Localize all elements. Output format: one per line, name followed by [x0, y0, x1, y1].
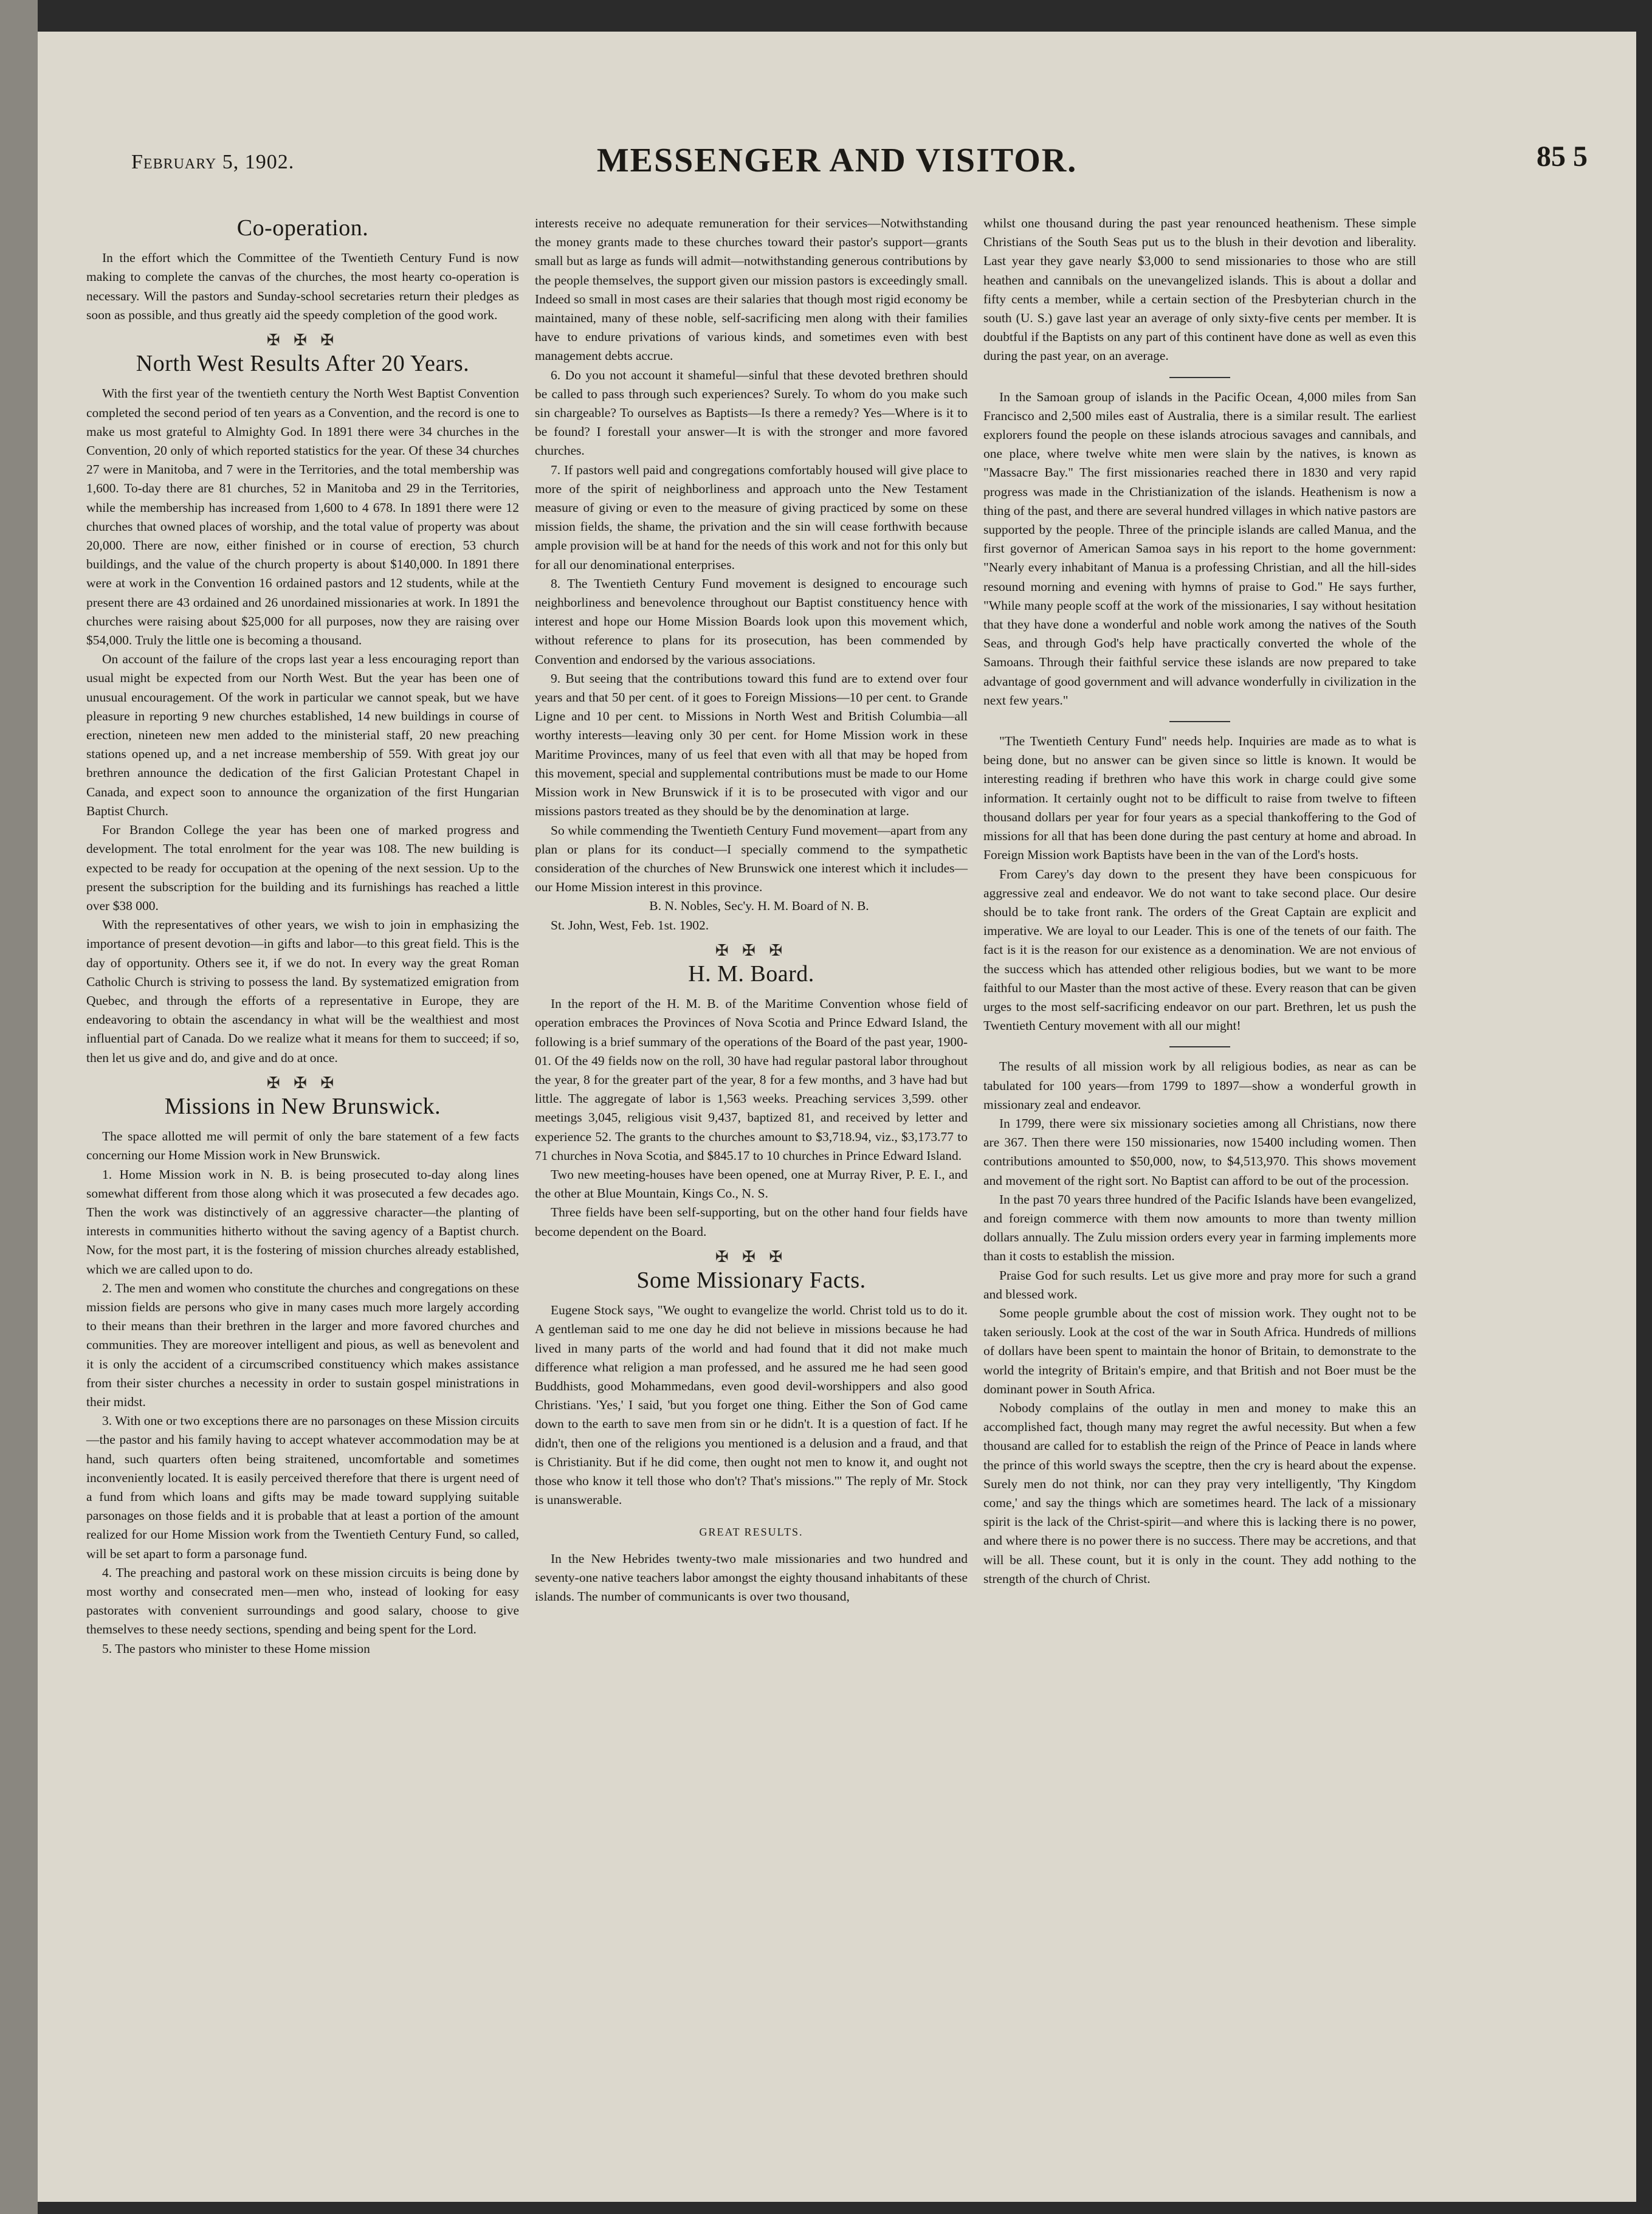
facts-paragraph-2: In the New Hebrides twenty-two male missionaries and two hundred and seventy-one native teachers labor amongst the eighty thousand inhabitants of these islands. The number of communicants is over two thousand, — [535, 1551, 968, 1604]
column-2 — [535, 214, 968, 1606]
northwest-paragraph-3: For Brandon College the year has been one of marked progress and development. The total enrolment for the year was 108. The new building is expected to be ready for occupation at the opening of the next session. Up to the present the subscription for the building and its furnishings has reached a little over $38 000. — [86, 822, 519, 913]
section-ornament: ✠ ✠ ✠ — [266, 1074, 339, 1092]
nb-paragraph-intro: The space allotted me will permit of only the bare statement of a few facts concerning our Home Mission work in New Brunswick. — [86, 1129, 519, 1163]
northwest-paragraph-1: With the first year of the twentieth century the North West Baptist Convention completed the second period of ten years as a Convention, and the record is one to make us most grateful to Almighty God. In 1891 there were 34 churches in the Convention, 20 only of which reported statistics for the year. Of these 34 churches 27 were in Manitoba, and 7 were in the Territories, and the total membership was 1,600. To-day there are 81 churches, 52 in Manitoba and 29 in the Territories, while the membership has increased from 1,600 to 4 678. In 1891 there were 12 churches that owned places of worship, and the total value of property was about 20,000. There are now, either finished or in course of erection, 53 church buildings, and the value of the church property is about $140,000. In 1891 there were at work in the Convention 16 ordained pastors and 12 students, while at the present there are 43 ordained and 26 unordained missionaries at work. In 1891 the churches were raising about $25,000 for all purposes, now they are raising over $54,000. Truly the little one is becoming a thousand. — [86, 386, 519, 648]
section-ornament: ✠ ✠ ✠ — [715, 1247, 788, 1266]
nb-paragraph-9: 9. But seeing that the contributions toward this fund are to extend over four years and that 50 per cent. of it goes to Foreign Missions—10 per cent. to Grande Ligne and 10 per cent. to Missions in North West and British Columbia—all worthy interests—leaving only 30 per cent. for Home Mission work in these Maritime Provinces, many of us feel that even with all that may be hoped from this movement, special and supplemental contributions must be made to our Home Mission work in New Brunswick if it is to be prosecuted with vigor and our missions pastors treated as they should be by the denomination at large. — [535, 671, 968, 819]
nb-dateline: St. John, West, Feb. 1st. 1902. — [551, 917, 709, 933]
header-page-number: 85 5 — [1537, 140, 1588, 173]
results-paragraph-5: Some people grumble about the cost of mission work. They ought not to be taken seriously. Look at the cost of the war in South Africa. Hundreds of millions of dollars have been spent to maintain the honor of Britain, to demonstrate to the world the integrity of Britain's empire, and that British and not Boer must be the dominant power in South Africa. — [983, 1305, 1416, 1396]
results-paragraph-3: In the past 70 years three hundred of the Pacific Islands have been evangelized, and foreign commerce with them now amounts to more than twenty million dollars annually. The Zulu mission orders every year in farming implements more than it costs to establish the mission. — [983, 1191, 1416, 1264]
hmb-paragraph-3: Three fields have been self-supporting, but on the other hand four fields have become dependent on the Board. — [535, 1205, 968, 1239]
nb-paragraph-3: 3. With one or two exceptions there are no parsonages on these Mission circuits—the pastor and his family having to accept whatever accommodation may be at hand, such quarters often being straitened, uncomfortable and sometimes inconveniently located. It is easily perceived therefore that there is urgent need of a fund from which loans and gifts may be made toward supplying suitable parsonages on those fields and it is probable that at least a portion of the amount realized for our Home Mission work from the Twentieth Century Fund, so called, will be set apart to form a parsonage fund. — [86, 1413, 519, 1561]
results-paragraph-2: In 1799, there were six missionary societies among all Christians, now there are 367. Then there were 150 missionaries, now 15400 including women. Then contributions amounted to $50,000, now, to $4,513,970. This shows movement and movement of the right sort. No Baptist can afford to be out of the procession. — [983, 1116, 1416, 1188]
nb-paragraph-6: 6. Do you not account it shameful—sinful that these devoted brethren should be called to pass through such experiences? Surely. To whom do you make such sin chargeable? To ourselves as Baptists—Is there a remedy? Yes—Where is it to be found? I forestall your answer—It is with the stronger and more favored churches. — [535, 367, 968, 458]
nb-paragraph-7: 7. If pastors well paid and congregations comfortably housed will give place to more of the spirit of neighborliness and approach unto the New Testament measure of giving or even to the measure of giving practiced by some on these mission fields, the shame, the privation and the sin will cease forthwith because ample provision will be at hand for the needs of this work and not for this only but for all our denominational enterprises. — [535, 462, 968, 572]
newspaper-page — [38, 32, 1636, 2202]
facts-paragraph-1: Eugene Stock says, "We ought to evangelize the world. Christ told us to do it. A gentleman said to me one day he did not believe in missions because he had lived in many parts of the world and had found that it did not make much difference what religion a man professed, and he assured me he had seen good Buddhists, good Mohammedans, even good devil-worshippers and also good Christians. 'Yes,' I said, 'but you forget one thing. Either the Son of God came down to the earth to save men from sin or he didn't. It is a question of fact. If he didn't, then one of the religions you mentioned is a delusion and a fraud, and that is Christianity. But if he did come, then ought not men to know it, and ought not those who know it tell those who don't? That's missions.'" The reply of Mr. Stock is unanswerable. — [535, 1303, 968, 1508]
facts-continued-paragraph: whilst one thousand during the past year renounced heathenism. These simple Christians of the South Seas put us to the blush in their devotion and liberality. Last year they gave nearly $3,000 to send missionaries to those who are still heathen and cannibals on the unevangelized islands. This is about a dollar and fifty cents a member, while a certain section of the Presbyterian church in the south (U. S.) gave last year an average of only sixty-five cents per member. It is doubtful if the Baptists on any part of this continent have done as well as even this during the past year, on an average. — [983, 216, 1416, 364]
results-paragraph-1: The results of all mission work by all religious bodies, as near as can be tabulated for 100 years—from 1799 to 1897—show a wonderful growth in missionary zeal and endeavor. — [983, 1059, 1416, 1112]
section-ornament: ✠ ✠ ✠ — [715, 941, 788, 959]
results-paragraph-4: Praise God for such results. Let us give more and pray more for such a grand and blessed work. — [983, 1267, 1416, 1302]
nb-paragraph-5: 5. The pastors who minister to these Home mission — [102, 1641, 370, 1656]
missionary-facts-heading: Some Missionary Facts. — [636, 1267, 866, 1293]
nb-signature: B. N. Nobles, Sec'y. H. M. Board of N. B. — [649, 898, 869, 914]
section-divider — [1169, 721, 1230, 722]
nb-paragraph-1: 1. Home Mission work in N. B. is being prosecuted to-day along lines somewhat different from those along which it was prosecuted a few decades ago. Then the work was distinctively of an aggressive character—the planting of interests in communities hitherto without the saving agency of a Baptist church. Now, for the most part, it is the fostering of mission churches already established, which we are called upon to do. — [86, 1167, 519, 1277]
results-paragraph-6: Nobody complains of the outlay in men and money to make this an accomplished fact, though many may regret the awful necessity. But when a few thousand are called for to establish the reign of the Prince of Peace in lands where the prince of this world sways the sceptre, then the cry is heard about the expense. Surely men do not think, nor can they pray very intelligently, 'Thy Kingdom come,' and say the things which are sometimes heard. The lack of a missionary spirit is the lack of the Christ-spirit—and where this is lacking there is no power, and where there is no power there is no success. There may be accretions, and that will be all. These count, but it is only in the count. They add nothing to the strength of the church of Christ. — [983, 1400, 1416, 1586]
nb-paragraph-2: 2. The men and women who constitute the churches and congregations on these mission fields are persons who give in many cases much more largely according to their means than their brethren in the larger and more favored churches and communities. They are moreover intelligent and pious, as well as benevolent and it is only the accident of a circumscribed constituency which makes assistance from their sister churches a necessity in order to sustain gospel ministrations in their midst. — [86, 1280, 519, 1409]
nb-paragraph-4: 4. The preaching and pastoral work on these mission circuits is being done by most worthy and consecrated men—men who, instead of looking for easy pastorates with convenient surroundings and good salary, choose to give themselves to these needy sections, spending and being spent for the Lord. — [86, 1565, 519, 1637]
hm-board-heading: H. M. Board. — [688, 960, 814, 987]
column-3 — [983, 214, 1416, 1588]
hmb-paragraph-2: Two new meeting-houses have been opened, one at Murray River, P. E. I., and the other at Blue Mountain, Kings Co., N. S. — [535, 1167, 968, 1201]
tcf-paragraph-1: "The Twentieth Century Fund" needs help. Inquiries are made as to what is being done, but no answer can be given since so little is known. It would be interesting reading if brethren who have this work in charge could give some information. It certainly ought not to be difficult to raise from twelve to fifteen thousand dollars per year for four years as a special thankoffering to the God of missions for all that has been done during the past century at home and abroad. In Foreign Mission work Baptists have been in the van of the Lord's hosts. — [983, 734, 1416, 863]
samoa-paragraph: In the Samoan group of islands in the Pacific Ocean, 4,000 miles from San Francisco and 2,500 miles east of Australia, there is a similar result. The earliest explorers found the people on these islands atrocious savages and cannibals, and one place, where twelve white men were slain by the natives, is known as "Massacre Bay." The first missionaries reached there in 1830 and very rapid progress was made in the Christianization of the islands. Heathenism is now a thing of the past, and there are several hundred villages in which native pastors are supported by the people. Three of the principle islands are called Manua, and the first governor of American Samoa says in his report to the home government: "Nearly every inhabitant of Manua is a professing Christian, and all the hill-sides resound morning and evening with hymns of praise to God." He says further, "While many people scoff at the work of the missionaries, I say without hesitation that they have done a wonderful and noble work among the natives of the South Seas, and through God's help have practically converted the whole of the Samoans. Through their faithful service these islands are now prepared to take advantage of good government and will advance wonderfully in civilization in the next few years." — [983, 389, 1416, 708]
section-ornament: ✠ ✠ ✠ — [266, 331, 339, 350]
scan-left-margin — [0, 0, 38, 2214]
northwest-paragraph-2: On account of the failure of the crops last year a less encouraging report than usual might be expected from our North West. But the year has been one of unusual encouragement. Of the work in particular we cannot speak, but we have pleasure in reporting 9 new churches established, 14 new buildings in course of erection, nineteen new men added to the ministerial staff, 20 new preaching stations opened up, and a net increase membership of 559. With great joy our brethren announce the dedication of the first Galician Protestant Chapel in Canada, and expect soon to announce the organization of the first Hungarian Baptist Church. — [86, 652, 519, 818]
nb-paragraph-8: 8. The Twentieth Century Fund movement is designed to encourage such neighborliness and benevolence throughout our Baptist constituency hence with interest and hope our Home Mission Boards look upon this movement which, without reference to plans for its prosecution, has been commended by Convention and endorsed by the various associations. — [535, 576, 968, 667]
tcf-paragraph-2: From Carey's day down to the present they have been conspicuous for aggressive zeal and endeavor. We do not want to take second place. Our desire should be to take front rank. The orders of the Great Captain are explicit and imperative. We are loyal to our Leader. This is one of the tenets of our faith. The fact is it is the reason for our existence as a denomination. We are not envious of the success which has attended other religious bodies, but we want to be more faithful to our Master than the most active of these. Every reason that can be given urges to the most self-sacrificing endeavor on our part. Brethren, let us push the Twentieth Century movement with all our might! — [983, 866, 1416, 1033]
page-header — [86, 108, 1588, 179]
northwest-paragraph-4: With the representatives of other years, we wish to join in emphasizing the importance of present devotion—in gifts and labor—to this great field. This is the day of opportunity. Others see it, if we do not. In every way the great Roman Catholic Church is striving to possess the land. By systematized emigration from Quebec, and through the efforts of a representative in Europe, they are endeavoring to obtain the ascendancy in what will be the wealthiest and most influential part of Canada. Do we realize what it means for them to succeed; if so, then let us give and do, and give and do at once. — [86, 917, 519, 1065]
header-title: MESSENGER AND VISITOR. — [596, 142, 1078, 179]
section-divider — [1169, 1046, 1230, 1047]
new-brunswick-heading: Missions in New Brunswick. — [164, 1093, 441, 1119]
cooperation-paragraph: In the effort which the Committee of the Twentieth Century Fund is now making to complete the canvas of the churches, the most hearty co-operation is necessary. Will the pastors and Sunday-school secretaries return their pledges as soon as possible, and thus greatly aid the speedy completion of the good work. — [86, 250, 519, 322]
column-1 — [86, 214, 519, 1658]
cooperation-heading: Co-operation. — [236, 215, 369, 241]
header-date: February 5, 1902. — [131, 151, 295, 173]
section-divider — [1169, 377, 1230, 378]
nb-continued-paragraph: interests receive no adequate remuneration for their services—Notwithstanding the money grants made to these churches toward their pastor's support—grants small but as large as funds will admit—notwithstanding generous contributions by the people themselves, the support given our mission pastors is exceedingly small. Indeed so small in most cases are their salaries that though most rigid economy be maintained, many of these noble, self-sacrificing men along with their families have to endure privations of various kinds, and sometimes even with best management debts accrue. — [535, 216, 968, 364]
nb-paragraph-10: So while commending the Twentieth Century Fund movement—apart from any plan or plans for its conduct—I specially commend to the sympathetic consideration of the churches of New Brunswick one interest which it includes—our Home Mission interest in this province. — [535, 822, 968, 895]
northwest-heading: North West Results After 20 Years. — [136, 351, 470, 377]
hmb-paragraph-1: In the report of the H. M. B. of the Maritime Convention whose field of operation embraces the Provinces of Nova Scotia and Prince Edward Island, the following is a brief summary of the operations of the Board of the past year, 1900-01. Of the 49 fields now on the roll, 30 have had regular pastoral labor throughout the year, 8 for the greater part of the year, 8 for a few months, and 3 have had but little. The aggregate of labor is 1,563 weeks. Preaching services 3,599. other meetings 3,045, religious visit 9,437, baptized 81, and received by letter and experience 52. The grants to the churches amount to $3,718.94, viz., $3,173.77 to 71 churches in Nova Scotia, and $845.17 to 10 churches in Prince Edward Island. — [535, 996, 968, 1163]
great-results-subheading: GREAT RESULTS. — [699, 1526, 804, 1539]
